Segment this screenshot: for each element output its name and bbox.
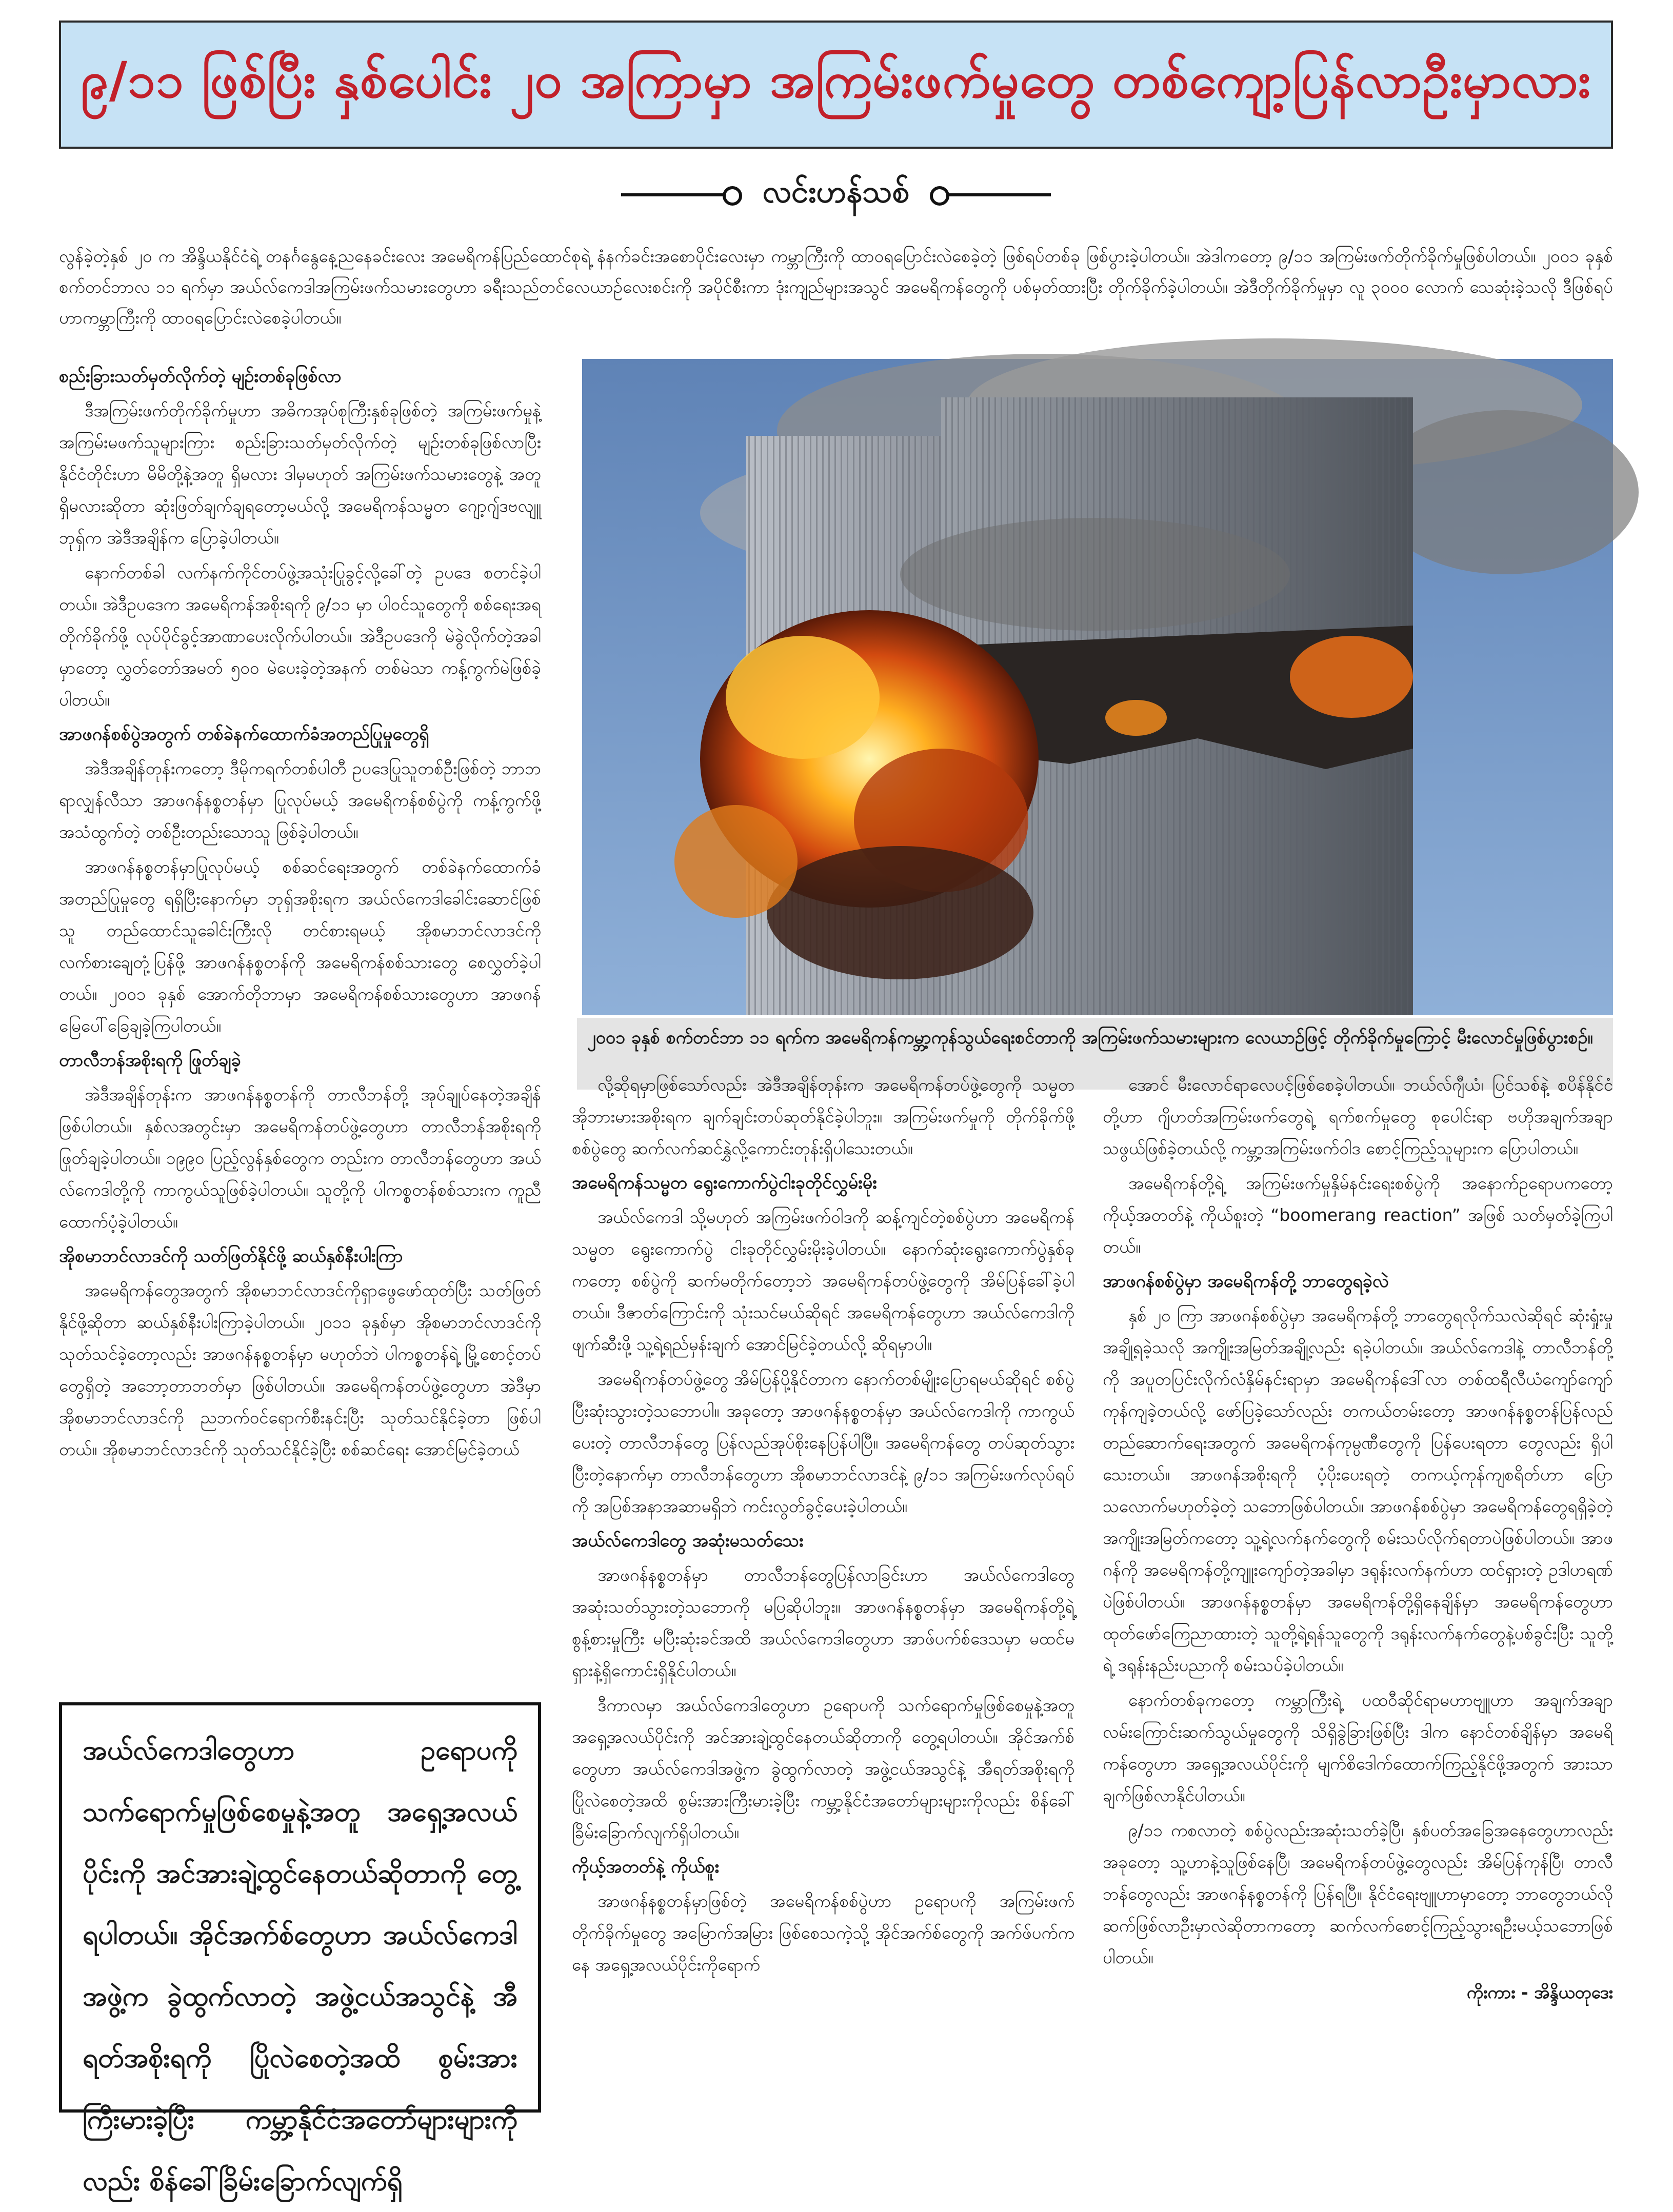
subheading: အာဖဂန်စစ်ပွဲအတွက် တစ်ခဲနက်ထောက်ခံအတည်ပြုမှုတွေရှိ bbox=[59, 724, 429, 745]
paragraph: အာဖဂန်နစ္စတန်မှာဖြစ်တဲ့ အမေရိကန်စစ်ပွဲဟာ ဥရောပကို အကြမ်းဖက်တိုက်ခိုက်မှုတွေ အမြောက်အမြား ဖြစ်စေသကဲ့သို့ အိုင်အက်စ်တွေကို အက်ဖ်ပက်ကနေ အရှေ့အလယ်ပိုင်းကိုရောက် bbox=[572, 1891, 1074, 1975]
headline-box bbox=[59, 21, 1613, 149]
right-column bbox=[1103, 1069, 1613, 2095]
photo-illustration bbox=[582, 359, 1613, 1015]
middle-column bbox=[572, 1069, 1074, 2095]
lead-paragraph: လွန်ခဲ့တဲ့နှစ် ၂၀ က အိန္ဒိယနိုင်ငံရဲ့ တနင်္ဂနွေနေ့ညနေခင်းလေး အမေရိကန်ပြည်ထောင်စုရဲ့ နံနက်ခင်းအစောပိုင်းလေးမှာ ကမ္ဘာကြီးကို ထာဝရပြောင်းလဲစေခဲ့တဲ့ ဖြစ်ရပ်တစ်ခု ဖြစ်ပွားခဲ့ပါတယ်။ အဲဒါကတော့ ၉/၁၁ အကြမ်းဖက်တိုက်ခိုက်မှုဖြစ်ပါတယ်။ ၂၀၀၁ ခုနှစ် စက်တင်ဘာလ ၁၁ ရက်မှာ အယ်လ်ကေဒါအကြမ်းဖက်သမားတွေဟာ ခရီးသည်တင်လေယာဉ်လေးစင်းကို အပိုင်စီးကာ ဒုံးကျည်များအသွင် အမေရိကန်တွေကို ပစ်မှတ်ထားပြီး တိုက်ခိုက်ခဲ့ပါတယ်။ အဲဒီတိုက်ခိုက်မှုမှာ လူ ၃၀၀၀ လောက် သေဆုံးခဲ့သလို ဒီဖြစ်ရပ်ဟာကမ္ဘာကြီးကို ထာဝရပြောင်းလဲစေခဲ့ပါတယ်။ bbox=[59, 246, 1613, 328]
paragraph: နောက်တစ်ခါ လက်နက်ကိုင်တပ်ဖွဲ့အသုံးပြုခွင့်လို့ခေါ်တဲ့ ဥပဒေ စတင်ခဲ့ပါတယ်။ အဲဒီဥပဒေက အမေရိကန်အစိုးရကို ၉/၁၁ မှာ ပါဝင်သူတွေကို စစ်ရေးအရတိုက်ခိုက်ဖို့ လုပ်ပိုင်ခွင့်အာဏာပေးလိုက်ပါတယ်။ အဲဒီဥပဒေကို မဲခွဲလိုက်တဲ့အခါမှာတော့ လွှတ်တော်အမတ် ၅၀၀ မဲပေးခဲ့တဲ့အနက် တစ်မဲသာ ကန့်ကွက်မဲဖြစ်ခဲ့ပါတယ်။ bbox=[59, 562, 541, 710]
subheading: အိုစမာဘင်လာဒင်ကို သတ်ဖြတ်နိုင်ဖို့ ဆယ်နှစ်နီးပါးကြာ bbox=[59, 1246, 403, 1266]
byline-rule-left bbox=[621, 193, 724, 196]
paragraph: နောက်တစ်ခုကတော့ ကမ္ဘာကြီးရဲ့ ပထဝီဆိုင်ရာမဟာဗျူဟာ အချက်အချာလမ်းကြောင်းဆက်သွယ်မှုတွေကို သိရှိခွဲခြားဖြစ်ပြီး ဒါက နောင်တစ်ချိန်မှာ အမေရိကန်တွေဟာ အရှေ့အလယ်ပိုင်းကို မျက်စိဒေါက်ထောက်ကြည့်နိုင်ဖို့အတွက် အားသာချက်ဖြစ်လာနိုင်ပါတယ်။ bbox=[1103, 1690, 1613, 1805]
author-name: လင်းဟန်သစ် bbox=[762, 174, 910, 210]
paragraph: အဲဒီအချိန်တုန်းကတော့ ဒီမိုကရက်တစ်ပါတီ ဥပဒေပြုသူတစ်ဦးဖြစ်တဲ့ ဘာဘရာလျှန်လီသာ အာဖဂန်နစ္စတန်မှာ ပြုလုပ်မယ့် အမေရိကန်စစ်ပွဲကို ကန့်ကွက်ဖို့ အသံထွက်တဲ့ တစ်ဦးတည်းသောသူ ဖြစ်ခဲ့ပါတယ်။ bbox=[59, 758, 541, 842]
byline-rule-right bbox=[948, 193, 1051, 196]
subheading: အမေရိကန်သမ္မတ ရွေးကောက်ပွဲငါးခုတိုင်လွှမ်းမိုး bbox=[572, 1173, 877, 1193]
paragraph: လို့ဆိုရမှာဖြစ်သော်လည်း အဲဒီအချိန်တုန်းက အမေရိကန်တပ်ဖွဲ့တွေကို သမ္မတအိုဘားမားအစိုးရက ချက်ချင်းတပ်ဆုတ်နိုင်ခဲ့ပါဘူး။ အကြမ်းဖက်မှုကို တိုက်ခိုက်ဖို့ စစ်ပွဲတွေ ဆက်လက်ဆင်နွှဲလို့ကောင်းတုန်းရှိပါသေးတယ်။ bbox=[572, 1075, 1074, 1158]
subheading: စည်းခြားသတ်မှတ်လိုက်တဲ့ မျဉ်းတစ်ခုဖြစ်လာ bbox=[59, 366, 342, 387]
source-credit-text: ကိုးကား - အိန္ဒိယတုဒေး bbox=[1466, 1982, 1613, 2002]
twin-towers-photo bbox=[582, 359, 1613, 1015]
paragraph: အယ်လ်ကေဒါ သို့မဟုတ် အကြမ်းဖက်ဝါဒကို ဆန့်ကျင်တဲ့စစ်ပွဲဟာ အမေရိကန်သမ္မတ ရွေးကောက်ပွဲ ငါးခုတိုင်လွှမ်းမိုးခဲ့ပါတယ်။ နောက်ဆုံးရွေးကောက်ပွဲနှစ်ခုကတော့ စစ်ပွဲကို ဆက်မတိုက်တော့ဘဲ အမေရိကန်တပ်ဖွဲ့တွေကို အိမ်ပြန်ခေါ်ခဲ့ပါတယ်။ ဒီဇာတ်ကြောင်းကို သုံးသင်မယ်ဆိုရင် အမေရိကန်တွေဟာ အယ်လ်ကေဒါကို ဖျက်ဆီးဖို့ သူ့ရဲ့ရည်မှန်းချက် အောင်မြင်ခဲ့တယ်လို့ ဆိုရမှာပါ။ bbox=[572, 1207, 1074, 1354]
paragraph: နှစ် ၂၀ ကြာ အာဖဂန်စစ်ပွဲမှာ အမေရိကန်တို့ ဘာတွေရလိုက်သလဲဆိုရင် ဆုံးရှုံးမှုအချို့ရခဲ့သလို အကျိုးအမြတ်အချို့လည်း ရခဲ့ပါတယ်။ အယ်လ်ကေဒါနဲ့ တာလီဘန်တို့ကို အပူတပြင်းလိုက်လံနှိမ်နင်းရာမှာ အမေရိကန်ဒေါ်လာ တစ်ထရီလီယံကျော်ကျော် ကုန်ကျခဲ့တယ်လို့ ဖော်ပြခဲ့သော်လည်း တကယ်တမ်းတော့ အာဖဂန်နစ္စတန်ပြန်လည်တည်ဆောက်ရေးအတွက် အမေရိကန်ကုမ္ပဏီတွေကို ပြန်ပေးရတာ တွေလည်း ရှိပါသေးတယ်။ အာဖဂန်အစိုးရကို ပံ့ပိုးပေးရတဲ့ တကယ့်ကုန်ကျစရိတ်ဟာ ပြောသလောက်မဟုတ်ခဲ့တဲ့ သဘောဖြစ်ပါတယ်။ အာဖဂန်စစ်ပွဲမှာ အမေရိကန်တွေရရှိခဲ့တဲ့ အကျိုးအမြတ်ကတော့ သူ့ရဲ့လက်နက်တွေကို စမ်းသပ်လိုက်ရတာပဲဖြစ်ပါတယ်။ အာဖဂန်ကို အမေရိကန်တို့ကျူးကျော်တဲ့အခါမှာ ဒရုန်းလက်နက်ဟာ ထင်ရှားတဲ့ ဥဒါဟရဏ်ပဲဖြစ်ပါတယ်။ အာဖဂန်နစ္စတန်မှာ အမေရိကန်တို့ရှိနေချိန်မှာ အမေရိကန်တွေဟာ ထုတ်ဖော်ကြေညာထားတဲ့ သူတို့ရဲ့ရန်သူတွေကို ဒရုန်းလက်နက်တွေနဲ့ပစ်ခွင်းပြီး သူတို့ရဲ့ ဒရုန်းနည်းပညာကို စမ်းသပ်ခဲ့ပါတယ်။ bbox=[1103, 1305, 1613, 1675]
byline bbox=[59, 169, 1613, 220]
subheading: အာဖဂန်စစ်ပွဲမှာ အမေရိကန်တို့ ဘာတွေရခဲ့လဲ bbox=[1103, 1271, 1389, 1292]
paragraph: အာဖဂန်နစ္စတန်မှာ တာလီဘန်တွေပြန်လာခြင်းဟာ အယ်လ်ကေဒါတွေ အဆုံးသတ်သွားတဲ့သဘောကို မပြဆိုပါဘူး။ အာဖဂန်နစ္စတန်မှာ အမေရိကန်တို့ရဲ့ စွန့်စားမှုကြီး မပြီးဆုံးခင်အထိ အယ်လ်ကေဒါတွေဟာ အာဖ်ပက်စ်ဒေသမှာ မထင်မရှားနဲ့ရှိကောင်းရှိနိုင်ပါတယ်။ bbox=[572, 1565, 1074, 1680]
source-credit bbox=[1103, 1977, 1613, 2008]
photo-caption: ၂၀၀၁ ခုနှစ် စက်တင်ဘာ ၁၁ ရက်က အမေရိကန်ကမ္ဘာ့ကုန်သွယ်ရေးစင်တာကို အကြမ်းဖက်သမားများက လေယာဉ်ဖြင့် တိုက်ခိုက်မှုကြောင့် မီးလောင်မှုဖြစ်ပွားစဉ်။ bbox=[577, 1018, 1613, 1090]
paragraph: အဲဒီအချိန်တုန်းက အာဖဂန်နစ္စတန်ကို တာလီဘန်တို့ အုပ်ချုပ်နေတဲ့အချိန်ဖြစ်ပါတယ်။ နှစ်လအတွင်းမှာ အမေရိကန်တပ်ဖွဲ့တွေဟာ တာလီဘန်အစိုးရကို ဖြုတ်ချခဲ့ပါတယ်။ ၁၉၉၀ ပြည့်လွန်နှစ်တွေက တည်းက တာလီဘန်တွေဟာ အယ်လ်ကေဒါတို့ကို ကာကွယ်သူဖြစ်ခဲ့ပါတယ်။ သူတို့ကို ပါကစ္စတန်စစ်သားက ကူညီထောက်ပံ့ခဲ့ပါတယ်။ bbox=[59, 1084, 541, 1232]
subheading: အယ်လ်ကေဒါတွေ အဆုံးမသတ်သေး bbox=[572, 1531, 804, 1551]
paragraph: ဒီကာလမှာ အယ်လ်ကေဒါတွေဟာ ဥရောပကို သက်ရောက်မှုဖြစ်စေမှုနဲ့အတူ အရှေ့အလယ်ပိုင်းကို အင်အားချဲ့ထွင်နေတယ်ဆိုတာကို တွေ့ရပါတယ်။ အိုင်အက်စ်တွေဟာ အယ်လ်ကေဒါအဖွဲ့က ခွဲထွက်လာတဲ့ အဖွဲ့ငယ်အသွင်နဲ့ အီရတ်အစိုးရကို ပြိုလဲစေတဲ့အထိ စွမ်းအားကြီးမားခဲ့ပြီး ကမ္ဘာ့နိုင်ငံအတော်များများကိုလည်း စိန်ခေါ်ခြိမ်းခြောက်လျက်ရှိပါတယ်။ bbox=[572, 1695, 1074, 1842]
left-column bbox=[59, 359, 541, 1682]
paragraph: အမေရိကန်တွေအတွက် အိုစမာဘင်လာဒင်ကိုရှာဖွေဖော်ထုတ်ပြီး သတ်ဖြတ်နိုင်ဖို့ဆိုတာ ဆယ်နှစ်နီးပါးကြာခဲ့ပါတယ်။ ၂၀၁၁ ခုနှစ်မှာ အိုစမာဘင်လာဒင်ကို သုတ်သင်ခဲ့တော့လည်း အာဖဂန်နစ္စတန်မှာ မဟုတ်ဘဲ ပါကစ္စတန်ရဲ့ မြို့စောင့်တပ်တွေရှိတဲ့ အဘော့တာဘတ်မှာ ဖြစ်ပါတယ်။ အမေရိကန်တပ်ဖွဲ့တွေဟာ အဲဒီမှာ အိုစမာဘင်လာဒင်ကို ညဘက်ဝင်ရောက်စီးနင်းပြီး သုတ်သင်နိုင်ခဲ့တာ ဖြစ်ပါတယ်။ အိုစမာဘင်လာဒင်ကို သုတ်သင်နိုင်ခဲ့ပြီး စစ်ဆင်ရေး အောင်မြင်ခဲ့တယ် bbox=[59, 1280, 541, 1459]
paragraph: အမေရိကန်တို့ရဲ့ အကြမ်းဖက်မှုနှိမ်နင်းရေးစစ်ပွဲကို အနောက်ဥရောပကတော့ ကိုယ့်အတတ်နဲ့ ကိုယ်စူးတဲ့ “boomerang reaction” အဖြစ် သတ်မှတ်ခဲ့ကြပါတယ်။ bbox=[1103, 1173, 1613, 1257]
subheading: ကိုယ့်အတတ်နဲ့ ကိုယ်စူး bbox=[572, 1857, 720, 1877]
paragraph: အောင် မီးလောင်ရာလေပင့်ဖြစ်စေခဲ့ပါတယ်။ ဘယ်လ်ဂျီယံ၊ ပြင်သစ်နဲ့ စပိန်နိုင်ငံတို့ဟာ ဂျိဟတ်အကြမ်းဖက်တွေရဲ့ ရက်စက်မှုတွေ စုပေါင်းရာ ဗဟိုအချက်အချာသဖွယ်ဖြစ်ခဲ့တယ်လို့ ကမ္ဘာ့အကြမ်းဖက်ဝါဒ စောင့်ကြည့်သူများက ပြောပါတယ်။ bbox=[1103, 1075, 1613, 1158]
pull-quote: အယ်လ်ကေဒါတွေဟာ ဥရောပကို သက်ရောက်မှုဖြစ်စေမှုနဲ့အတူ အရှေ့အလယ်ပိုင်းကို အင်အားချဲ့ထွင်နေတယ်ဆိုတာကို တွေ့ရပါတယ်။ အိုင်အက်စ်တွေဟာ အယ်လ်ကေဒါအဖွဲ့က ခွဲထွက်လာတဲ့ အဖွဲ့ငယ်အသွင်နဲ့ အီရတ်အစိုးရကို ပြိုလဲစေတဲ့အထိ စွမ်းအားကြီးမားခဲ့ပြီး ကမ္ဘာ့နိုင်ငံအတော်များများကိုလည်း စိန်ခေါ်ခြိမ်းခြောက်လျက်ရှိ bbox=[59, 1702, 541, 2113]
subheading: တာလီဘန်အစိုးရကို ဖြုတ်ချခဲ့ bbox=[59, 1050, 241, 1071]
paragraph: အာဖဂန်နစ္စတန်မှာပြုလုပ်မယ့် စစ်ဆင်ရေးအတွက် တစ်ခဲနက်ထောက်ခံအတည်ပြုမှုတွေ ရရှိပြီးနောက်မှာ ဘုရှ်အစိုးရက အယ်လ်ကေဒါခေါင်းဆောင်ဖြစ်သူ တည်ထောင်သူခေါင်းကြီးလို တင်စားရမယ့် အိုစမာဘင်လာဒင်ကို လက်စားချေတုံ့ပြန်ဖို့ အာဖဂန်နစ္စတန်ကို အမေရိကန်စစ်သားတွေ စေလွှတ်ခဲ့ပါတယ်။ ၂၀၀၁ ခုနှစ် အောက်တိုဘာမှာ အမေရိကန်စစ်သားတွေဟာ အာဖဂန်မြေပေါ်ခြေချခဲ့ကြပါတယ်။ bbox=[59, 857, 541, 1036]
paragraph: ဒီအကြမ်းဖက်တိုက်ခိုက်မှုဟာ အဓိကအုပ်စုကြီးနှစ်ခုဖြစ်တဲ့ အကြမ်းဖက်မှုနဲ့ အကြမ်းမဖက်သူများကြား စည်းခြားသတ်မှတ်လိုက်တဲ့ မျဉ်းတစ်ခုဖြစ်လာပြီး နိုင်ငံတိုင်းဟာ မိမိတို့နဲ့အတူ ရှိမလား ဒါမှမဟုတ် အကြမ်းဖက်သမားတွေနဲ့ အတူရှိမလားဆိုတာ ဆုံးဖြတ်ချက်ချရတော့မယ်လို့ အမေရိကန်သမ္မတ ဂျော့ဂျ်ဒဗလျူဘုရှ်က အဲဒီအချိန်က ပြောခဲ့ပါတယ်။ bbox=[59, 400, 541, 548]
paragraph: အမေရိကန်တပ်ဖွဲ့တွေ အိမ်ပြန်ပို့နိုင်တာက နောက်တစ်မျိုးပြောရမယ်ဆိုရင် စစ်ပွဲပြီးဆုံးသွားတဲ့သဘောပါ။ အခုတော့ အာဖဂန်နစ္စတန်မှာ အယ်လ်ကေဒါကို ကာကွယ်ပေးတဲ့ တာလီဘန်တွေ ပြန်လည်အုပ်စိုးနေပြန်ပါပြီ။ အမေရိကန်တွေ တပ်ဆုတ်သွားပြီးတဲ့နောက်မှာ တာလီဘန်တွေဟာ အိုစမာဘင်လာဒင်နဲ့ ၉/၁၁ အကြမ်းဖက်လုပ်ရပ်ကို အပြစ်အနာအဆာမရှိဘဲ ကင်းလွတ်ခွင့်ပေးခဲ့ပါတယ်။ bbox=[572, 1369, 1074, 1516]
newspaper-page bbox=[59, 0, 1613, 2197]
headline: ၉/၁၁ ဖြစ်ပြီး နှစ်ပေါင်း ၂၀ အကြာမှာ အကြမ်းဖက်မှုတွေ တစ်ကျော့ပြန်လာဦးမှာလား bbox=[81, 51, 1591, 109]
paragraph: ၉/၁၁ ကစလာတဲ့ စစ်ပွဲလည်းအဆုံးသတ်ခဲ့ပြီ၊ နှစ်ပတ်အခြေအနေတွေဟာလည်း အခုတော့ သူ့ဟာနဲ့သူဖြစ်နေပြီ၊ အမေရိကန်တပ်ဖွဲ့တွေလည်း အိမ်ပြန်ကုန်ပြီ၊ တာလီဘန်တွေလည်း အာဖဂန်နစ္စတန်ကို ပြန်ရပြီ။ နိုင်ငံရေးဗျူဟာမှာတော့ ဘာတွေဘယ်လိုဆက်ဖြစ်လာဦးမှာလဲဆိုတာကတော့ ဆက်လက်စောင့်ကြည့်သွားရဦးမယ့်သဘောဖြစ်ပါတယ်။ bbox=[1103, 1820, 1613, 1967]
